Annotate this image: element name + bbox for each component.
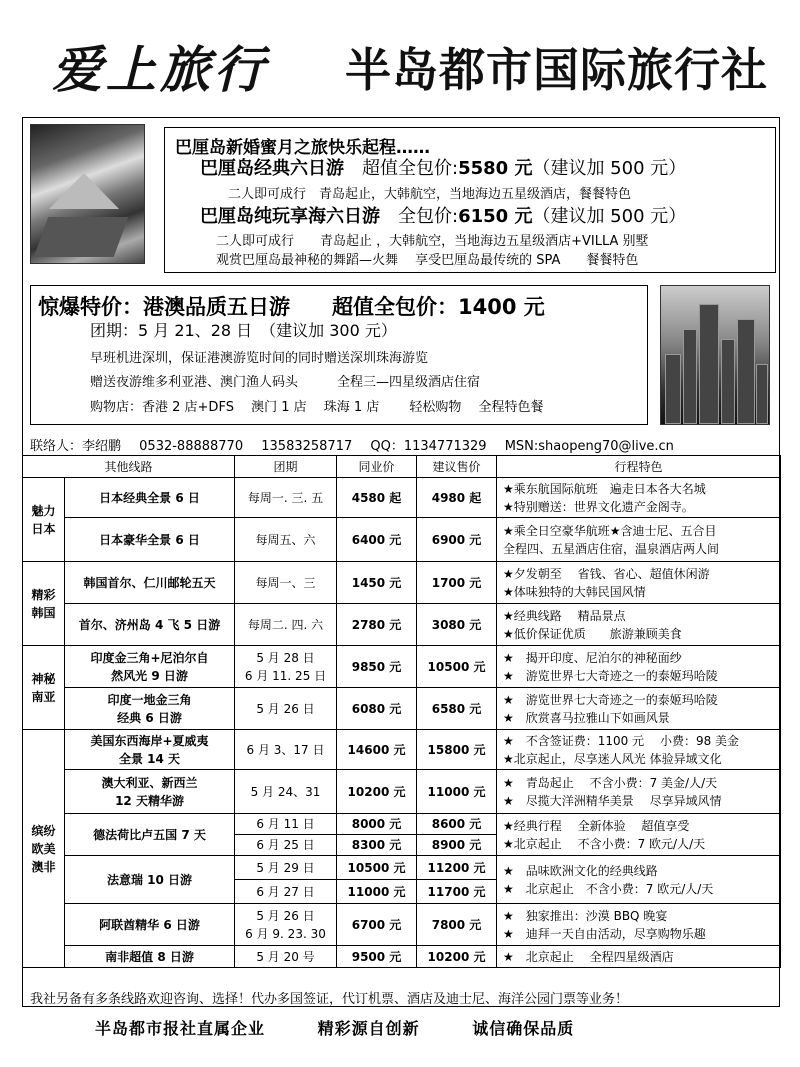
category-south-asia: 神秘南亚 xyxy=(23,646,65,730)
route-features: ★经典线路 精品景点 ★低价保证优质 旅游兼顾美食 xyxy=(497,604,781,646)
peer-price: 8000 元 xyxy=(337,814,417,835)
retail-price: 10500 元 xyxy=(417,646,497,688)
table-header-row xyxy=(23,456,781,478)
retail-price: 11700 元 xyxy=(417,880,497,904)
route-name: 日本豪华全景 6 日 xyxy=(65,518,235,562)
peer-price: 6080 元 xyxy=(337,688,417,730)
footer-slogan-a: 半岛都市报社直属企业 xyxy=(95,1019,266,1038)
peer-price: 10500 元 xyxy=(337,856,417,880)
peer-price: 8300 元 xyxy=(337,835,417,856)
retail-price: 6580 元 xyxy=(417,688,497,730)
hk-skyline-photo xyxy=(660,285,770,425)
table-row xyxy=(23,478,781,518)
retail-price: 10200 元 xyxy=(417,946,497,968)
peer-price: 11000 元 xyxy=(337,880,417,904)
bali-photo xyxy=(30,124,145,264)
retail-price: 11200 元 xyxy=(417,856,497,880)
hk-dates: 团期：5 月 21、28 日 （建议加 300 元） xyxy=(90,321,397,340)
category-korea: 精彩韩国 xyxy=(23,562,65,646)
col-header-dates: 团期 xyxy=(235,456,337,478)
route-name: 阿联酋精华 6 日游 xyxy=(65,904,235,946)
bali-tour1: 巴厘岛经典六日游 超值全包价:5580 元（建议加 500 元） xyxy=(200,158,687,179)
route-features: ★ 北京起止 全程四星级酒店 xyxy=(497,946,781,968)
table-row xyxy=(23,604,781,646)
brand-slogan: 爱上旅行 xyxy=(52,40,268,99)
bali-tour2-detail2: 观赏巴厘岛最神秘的舞蹈—火舞 享受巴厘岛最传统的 SPA 餐餐特色 xyxy=(216,253,639,268)
contact-phone1: 0532-88888770 xyxy=(139,439,244,454)
table-row xyxy=(23,814,781,835)
contact-phone2: 13583258717 xyxy=(261,439,353,454)
contact-line xyxy=(30,435,688,454)
route-name: 韩国首尔、仁川邮轮五天 xyxy=(65,562,235,604)
retail-price: 11000 元 xyxy=(417,770,497,814)
hk-line3: 购物店：香港 2 店+DFS 澳门 1 店 珠海 1 店 轻松购物 全程特色餐 xyxy=(90,400,544,415)
retail-price: 15800 元 xyxy=(417,730,497,770)
table-row xyxy=(23,688,781,730)
route-dates: 5 月 26 日 xyxy=(235,688,337,730)
route-dates: 6 月 25 日 xyxy=(235,835,337,856)
table-row xyxy=(23,562,781,604)
footer-slogan-c: 诚信确保品质 xyxy=(472,1019,575,1038)
routes-table xyxy=(22,455,781,968)
col-header-retail-price: 建议售价 xyxy=(417,456,497,478)
peer-price: 14600 元 xyxy=(337,730,417,770)
route-dates: 每周一、三 xyxy=(235,562,337,604)
bali-tour1-detail: 二人即可成行 青岛起止，大韩航空，当地海边五星级酒店，餐餐特色 xyxy=(228,187,632,202)
retail-price: 8900 元 xyxy=(417,835,497,856)
peer-price: 9500 元 xyxy=(337,946,417,968)
retail-price: 7800 元 xyxy=(417,904,497,946)
col-header-features: 行程特色 xyxy=(497,456,781,478)
peer-price: 6700 元 xyxy=(337,904,417,946)
footer-slogans xyxy=(95,1016,620,1039)
route-name: 美国东西海岸+夏威夷 全景 14 天 xyxy=(65,730,235,770)
peer-price: 4580 起 xyxy=(337,478,417,518)
contact-qq: QQ：1134771329 xyxy=(370,439,487,454)
col-header-peer-price: 同业价 xyxy=(337,456,417,478)
bali-tour2: 巴厘岛纯玩享海六日游 全包价:6150 元（建议加 500 元） xyxy=(200,206,687,227)
retail-price: 3080 元 xyxy=(417,604,497,646)
route-name: 首尔、济州岛 4 飞 5 日游 xyxy=(65,604,235,646)
route-features: ★乘全日空豪华航班★含迪士尼、五合目 全程四、五星酒店住宿，温泉酒店两人间 xyxy=(497,518,781,562)
route-name: 印度金三角+尼泊尔自 然风光 9 日游 xyxy=(65,646,235,688)
agency-name: 半岛都市国际旅行社 xyxy=(345,43,768,97)
route-name: 澳大利亚、新西兰 12 天精华游 xyxy=(65,770,235,814)
table-row xyxy=(23,770,781,814)
bottom-note: 我社另备有多条线路欢迎咨询、选择！代办多国签证，代订机票、酒店及迪士尼、海洋公园门票等业务！ xyxy=(30,992,629,1007)
route-features: ★乘东航国际航班 遍走日本各大名城 ★特别赠送：世界文化遗产金阁寺。 xyxy=(497,478,781,518)
route-features: ★ 青岛起止 不含小费：7 美金/人/天 ★ 尽揽大洋洲精华美景 尽享异域风情 xyxy=(497,770,781,814)
route-dates: 每周五、六 xyxy=(235,518,337,562)
peer-price: 10200 元 xyxy=(337,770,417,814)
bali-headline: 巴厘岛新婚蜜月之旅快乐起程…… xyxy=(175,138,430,158)
route-dates: 6 月 27 日 xyxy=(235,880,337,904)
col-header-route: 其他线路 xyxy=(23,456,235,478)
hk-line2: 赠送夜游维多利亚港、澳门渔人码头 全程三—四星级酒店住宿 xyxy=(90,375,481,390)
route-dates: 5 月 20 号 xyxy=(235,946,337,968)
route-features: ★ 品味欧洲文化的经典线路 ★ 北京起止 不含小费：7 欧元/人/天 xyxy=(497,856,781,904)
peer-price: 6400 元 xyxy=(337,518,417,562)
retail-price: 8600 元 xyxy=(417,814,497,835)
category-europe: 缤纷欧美澳非 xyxy=(23,730,65,968)
retail-price: 6900 元 xyxy=(417,518,497,562)
route-features: ★经典行程 全新体验 超值享受 ★北京起止 不含小费：7 欧元/人/天 xyxy=(497,814,781,856)
retail-price: 4980 起 xyxy=(417,478,497,518)
bali-tour2-detail: 二人即可成行 青岛起止 ，大韩航空，当地海边五星级酒店+VILLA 别墅 xyxy=(216,234,649,249)
retail-price: 1700 元 xyxy=(417,562,497,604)
route-name: 日本经典全景 6 日 xyxy=(65,478,235,518)
contact-msn: MSN:shaopeng70@live.cn xyxy=(504,439,674,454)
route-name: 德法荷比卢五国 7 天 xyxy=(65,814,235,856)
route-name: 南非超值 8 日游 xyxy=(65,946,235,968)
route-dates: 5 月 29 日 xyxy=(235,856,337,880)
route-dates: 5 月 28 日 6 月 11. 25 日 xyxy=(235,646,337,688)
table-row xyxy=(23,856,781,880)
hk-title: 惊爆特价：港澳品质五日游 超值全包价：1400 元 xyxy=(38,295,545,319)
route-dates: 5 月 26 日 6 月 9. 23. 30 xyxy=(235,904,337,946)
hk-line1: 早班机进深圳，保证港澳游览时间的同时赠送深圳珠海游览 xyxy=(90,351,429,366)
route-dates: 5 月 24、31 xyxy=(235,770,337,814)
route-features: ★ 游览世界七大奇迹之一的泰姬玛哈陵 ★ 欣赏喜马拉雅山下如画风景 xyxy=(497,688,781,730)
route-dates: 每周一. 三. 五 xyxy=(235,478,337,518)
table-row xyxy=(23,646,781,688)
table-row xyxy=(23,518,781,562)
route-name: 法意瑞 10 日游 xyxy=(65,856,235,904)
table-row xyxy=(23,904,781,946)
route-features: ★ 不含签证费：1100 元 小费：98 美金 ★北京起止，尽享迷人风光 体验异域文化 xyxy=(497,730,781,770)
peer-price: 9850 元 xyxy=(337,646,417,688)
table-row xyxy=(23,730,781,770)
route-dates: 6 月 3、17 日 xyxy=(235,730,337,770)
route-dates: 6 月 11 日 xyxy=(235,814,337,835)
route-features: ★夕发朝至 省钱、省心、超值休闲游 ★体味独特的大韩民国风情 xyxy=(497,562,781,604)
category-japan: 魅力日本 xyxy=(23,478,65,562)
route-features: ★ 独家推出：沙漠 BBQ 晚宴 ★ 迪拜一天自由活动，尽享购物乐趣 xyxy=(497,904,781,946)
contact-person: 联络人：李绍鹏 xyxy=(30,439,122,454)
table-row xyxy=(23,946,781,968)
footer-slogan-b: 精彩源自创新 xyxy=(317,1019,420,1038)
route-features: ★ 揭开印度、尼泊尔的神秘面纱 ★ 游览世界七大奇迹之一的泰姬玛哈陵 xyxy=(497,646,781,688)
peer-price: 2780 元 xyxy=(337,604,417,646)
route-dates: 每周二. 四. 六 xyxy=(235,604,337,646)
route-name: 印度一地金三角 经典 6 日游 xyxy=(65,688,235,730)
peer-price: 1450 元 xyxy=(337,562,417,604)
